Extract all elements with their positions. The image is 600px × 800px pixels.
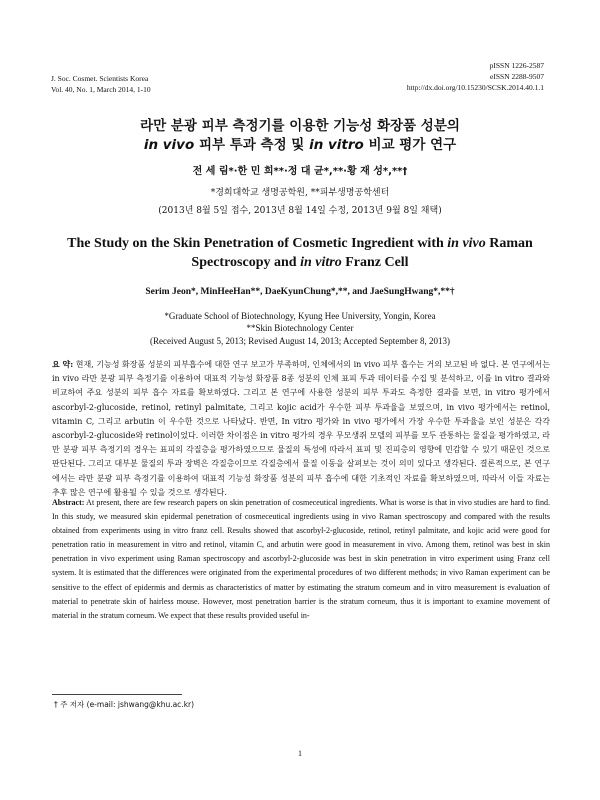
korean-title-invitro: in vitro	[309, 137, 364, 153]
pissn: pISSN 1226-2587	[489, 61, 544, 70]
korean-abstract-text: 현재, 기능성 화장품 성분의 피부흡수에 대한 연구 보고가 부족하며, 인체에서의 in vivo 피부 흡수는 거의 보고된 바 없다. 본 연구에서는 in vivo 라만 분광 피부 측정기를 이용하여 대표적 기능성 화장품 8종 성분의 인체 표피 투과 데이터를 수집 및 분석하고, 이를 in vitro 결과와 비교하여 주요 성분의 피부 흡수 자료를 확보하였다. 그리고 본 연구에 사용한 성분의 피부 투과도 측정한 결과를 보면, in vitro 평가에서 ascorbyl-2-glucoside, retinol, retinyl palmitate, 그리고 kojic acid가 우수한 피부 투과율을 보였으며, in vivo 평가에서는 retinol, vitamin C, 그리고 arbutin 이 우수한 것으로 나타났다. 반면, In vitro 평가와 in vivo 평가에서 가장 우수한 투과율을 보인 성분은 각각 ascorbyl-2-glucoside와 retinol이었다. 이러한 차이점은 in vitro 평가의 경우 무모생쥐 모델의 피부를 모두 관통하는 물질을 평가하였고, 라만 분광 피부 측정기의 경우는 표피의 각질층을 평가하였으므로 물질의 특성에 따라서 표피 및 진피층의 영향에 민감할 수 있기 때문인 것으로 판단된다. 그리고 대부분 물질의 투과 장벽은 각질층이므로 각질층에서 물질 이동을 살펴보는 것이 의미 있다고 생각된다. 결론적으로, 본 연구에서는 라만 분광 피부 측정기를 이용하여 대표적 기능성 화장품 성분의 피부 흡수에 대한 기초적인 자료를 확보하였으며, 따라서 이들 자료는 추후 많은 연구에 활용될 수 있을 것으로 생각된다.	[52, 360, 550, 497]
korean-title-end: 비교 평가 연구	[363, 137, 457, 153]
issn-block	[407, 60, 544, 93]
corresponding-author-footnote: † 주 저자 (e-mail: jshwang@khu.ac.kr)	[54, 700, 195, 709]
korean-title-mid: 피부 투과 측정 및	[194, 137, 310, 153]
english-title-1c: Raman	[485, 236, 533, 251]
english-title-line1	[40, 236, 560, 252]
journal-citation	[51, 73, 151, 95]
english-title-1a: The Study on the Skin Penetration of Cosmetic Ingredient with	[67, 236, 448, 251]
doi-link[interactable]: http://dx.doi.org/10.15230/SCSK.2014.40.1.1	[406, 83, 544, 92]
english-abstract-text: At present, there are few research papers on skin penetration of cosmeceutical ingredients. What is worse is that in vivo studies are hard to find. In this study, we measured skin epidermal penetration of cosmeceutical ingredients using in vivo Raman spectroscopy and compared with the results obtained from experiments using in vitro franz cell. Results showed that ascorbyl-2-glucoside, retinol, retinyl palmitate, and kojic acid were good for penetration ratio in measurement in vitro and retinol, vitamin C, and arbutin were good in measurement in vivo. Among them, retinol was best in skin penetration in vivo experiment using Raman spectroscopy and ascorbyl-2-glucoside was best in skin penetration in vitro experiment using Franz cell system. It is estimated that the differences were originated from the experimental procedures of two different methods; in vivo Raman experiment can be sensitive to the effect of epidermis and dermis as characteristics of matter by estimating the stratum corneum and in vitro measurement is evaluation of material to penetrate skin of hairless mouse. However, most penetration barrier is the stratum corneum, thus it is important to examine movement of material in the stratum corneum. We expect that these results provided useful in-	[52, 498, 551, 620]
english-title-invitro: in vitro	[300, 255, 342, 270]
english-title-2a: Spectroscopy and	[191, 255, 301, 270]
korean-authors: 전 세 림*·한 민 희**·정 대 균*,**·황 재 성*,**†	[192, 166, 408, 177]
korean-abstract	[52, 357, 550, 500]
english-authors: Serim Jeon*, MinHeeHan**, DaeKyunChung*,**, and JaeSungHwang*,**†	[145, 287, 455, 297]
korean-abstract-label: 요 약:	[52, 359, 74, 369]
footnote-divider	[52, 694, 182, 695]
journal-name: J. Soc. Cosmet. Scientists Korea	[51, 74, 149, 83]
eissn: eISSN 2288-9507	[490, 72, 544, 81]
english-abstract-label: Abstract:	[52, 498, 85, 507]
korean-affiliation: *경희대학교 생명공학원, **피부생명공학센터	[210, 188, 390, 198]
english-title-line2	[40, 255, 560, 271]
english-affiliation-1: *Graduate School of Biotechnology, Kyung Hee University, Yongin, Korea	[164, 311, 436, 321]
korean-dates: (2013년 8월 5일 접수, 2013년 8월 14일 수정, 2013년 9월 8일 채택)	[158, 206, 442, 216]
journal-volume: Vol. 40, No. 1, March 2014, 1-10	[51, 85, 151, 94]
english-title-invivo: in vivo	[447, 236, 486, 251]
korean-title-line2	[40, 133, 560, 153]
korean-title-line1: 라만 분광 피부 측정기를 이용한 기능성 화장품 성분의	[140, 118, 460, 134]
english-dates: (Received August 5, 2013; Revised August 14, 2013; Accepted September 8, 2013)	[150, 336, 450, 346]
korean-title-invivo: in vivo	[143, 137, 195, 153]
english-title-2c: Franz Cell	[341, 255, 409, 270]
english-abstract	[52, 496, 550, 623]
page-number: 1	[298, 749, 302, 758]
english-affiliation-2: **Skin Biotechnology Center	[246, 323, 354, 333]
